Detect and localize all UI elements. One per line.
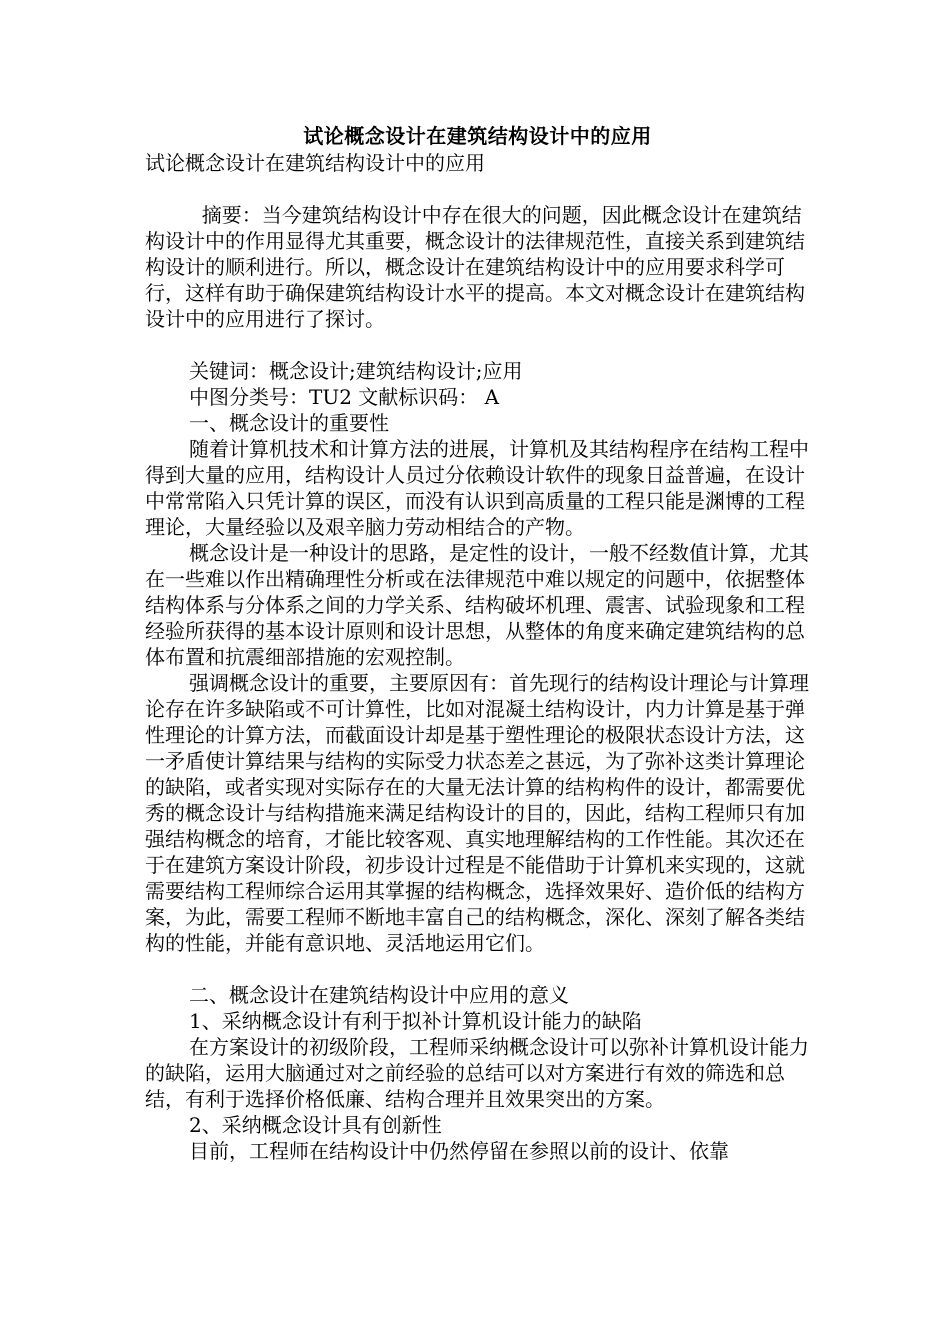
document-title: 试论概念设计在建筑结构设计中的应用	[303, 124, 652, 148]
section1-paragraph-3: 强调概念设计的重要，主要原因有：首先现行的结构设计理论与计算理论存在许多缺陷或不可计算性，比如对混凝土结构设计，内力计算是基于弹性理论的计算方法，而截面设计却是基于塑性理论的极限状态设计方法，这一矛盾使计算结果与结构的实际受力状态差之甚远，为了弥补这类计算理论的缺陷，或者实现对实际存在的大量无法计算的结构构件的设计，都需要优秀的概念设计与结构措施来满足结构设计的目的，因此，结构工程师只有加强结构概念的培育，才能比较客观、真实地理解结构的工作性能。其次还在于在建筑方案设计阶段，初步设计过程是不能借助于计算机来实现的，这就需要结构工程师综合运用其掌握的结构概念，选择效果好、造价低的结构方案，为此，需要工程师不断地丰富自己的结构概念，深化、深刻了解各类结构的性能，并能有意识地、灵活地运用它们。	[145, 671, 809, 955]
subsection1-paragraph: 在方案设计的初级阶段，工程师采纳概念设计可以弥补计算机设计能力的缺陷，运用大脑通过对之前经验的总结可以对方案进行有效的筛选和总结，有利于选择价格低廉、结构合理并且效果突出的方案。	[145, 1035, 809, 1111]
spacer	[145, 956, 810, 982]
abstract-paragraph: 摘要：当今建筑结构设计中存在很大的问题，因此概念设计在建筑结构设计中的作用显得尤其重要，概念设计的法律规范性，直接关系到建筑结构设计的顺利进行。所以，概念设计在建筑结构设计中的应用要求科学可行，这样有助于确保建筑结构设计水平的提高。本文对概念设计在建筑结构设计中的应用进行了探讨。	[145, 203, 805, 331]
section1-paragraph-2: 概念设计是一种设计的思路，是定性的设计，一般不经数值计算，尤其在一些难以作出精确理性分析或在法律规范中难以规定的问题中，依据整体结构体系与分体系之间的力学关系、结构破坏机理、震害、试验现象和工程经验所获得的基本设计原则和设计思想，从整体的角度来确定建筑结构的总体布置和抗震细部措施的宏观控制。	[145, 541, 809, 669]
section-heading-1: 一、概念设计的重要性	[189, 411, 389, 435]
subsection-heading-2: 2、采纳概念设计具有创新性	[189, 1113, 442, 1137]
keywords-line: 关键词：概念设计;建筑结构设计;应用	[189, 359, 523, 383]
classification-line: 中图分类号：TU2 文献标识码： A	[189, 385, 500, 409]
subsection-heading-1: 1、采纳概念设计有利于拟补计算机设计能力的缺陷	[189, 1009, 642, 1033]
document-subtitle: 试论概念设计在建筑结构设计中的应用	[145, 151, 485, 175]
subsection2-paragraph: 目前，工程师在结构设计中仍然停留在参照以前的设计、依靠	[189, 1139, 729, 1163]
section-heading-2: 二、概念设计在建筑结构设计中应用的意义	[189, 983, 569, 1007]
document-page	[145, 122, 810, 1164]
section1-paragraph-1: 随着计算机技术和计算方法的进展，计算机及其结构程序在结构工程中得到大量的应用，结构设计人员过分依赖设计软件的现象日益普遍，在设计中常常陷入只凭计算的误区，而没有认识到高质量的工程只能是渊博的工程理论，大量经验以及艰辛脑力劳动相结合的产物。	[145, 437, 809, 539]
spacer	[145, 332, 810, 358]
spacer	[145, 176, 810, 202]
